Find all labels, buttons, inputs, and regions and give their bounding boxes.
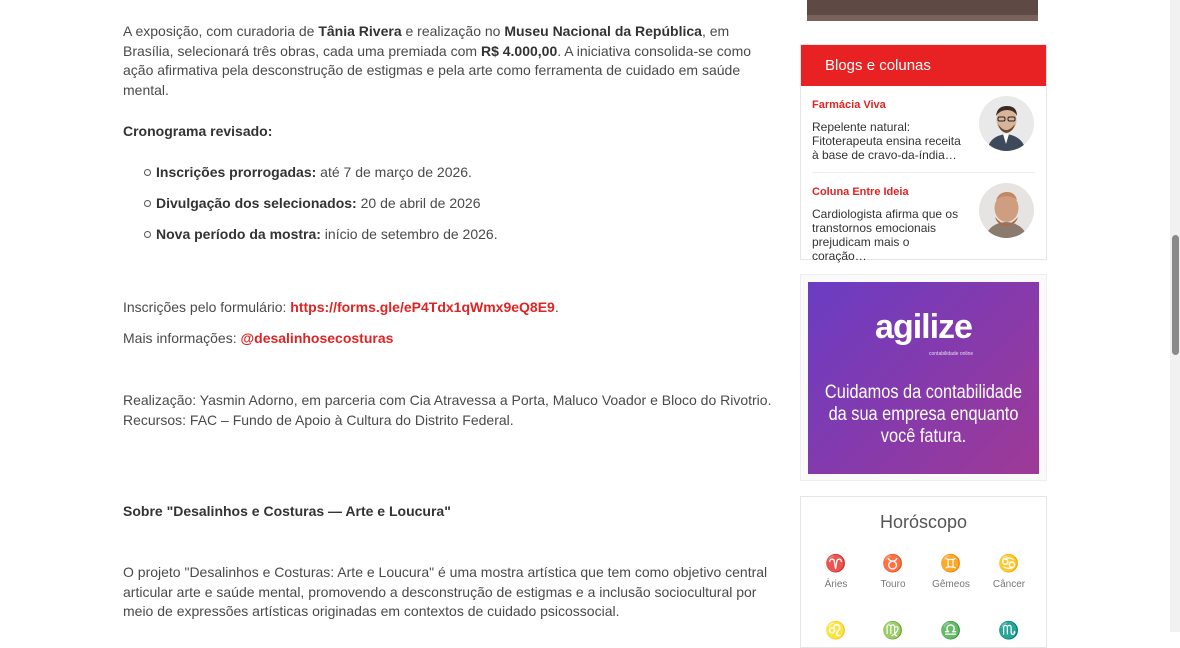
sign-label: Câncer	[992, 579, 1026, 590]
top-ad-banner[interactable]	[807, 0, 1038, 21]
agilize-logo: agilize	[875, 308, 972, 346]
sign-touro[interactable]	[869, 555, 917, 590]
sign-aries[interactable]	[812, 555, 860, 590]
avatar[interactable]	[979, 183, 1034, 238]
leo-icon[interactable]: ♌	[825, 621, 847, 640]
blogs-widget	[800, 44, 1047, 263]
list-item-value: 20 de abril de 2026	[356, 195, 481, 211]
sign-label: Touro	[880, 579, 906, 590]
list-item	[156, 163, 756, 194]
agilize-ad-banner[interactable]	[808, 282, 1039, 474]
horoscope-title: Horóscopo	[879, 512, 968, 532]
agilize-logo-subtitle: contabilidade online	[929, 351, 974, 357]
blog-category[interactable]: Farmácia Viva	[812, 99, 886, 111]
blogs-heading: Blogs e colunas	[801, 45, 1046, 86]
libra-icon[interactable]: ♎	[940, 621, 962, 640]
sobre-paragraph: O projeto "Desalinhos e Costuras: Arte e Loucura" é uma mostra artística que tem como objetivo central articular arte e saúde mental, promovendo a desconstrução de estigmas e a inclusão sociocultural por meio de expressões artísticas originadas em contextos de cuidado psicossocial.	[123, 564, 768, 619]
taurus-icon: ♉	[882, 554, 904, 573]
inscricoes-paragraph	[123, 298, 559, 318]
sign-label: Áries	[824, 579, 848, 590]
intro-text: A exposição, com curadoria de	[123, 23, 319, 39]
mais-info-text: Mais informações:	[123, 330, 241, 346]
ad-text: Cuidamos da contabilidade da sua empresa enquanto você fatura.	[824, 382, 1023, 447]
intro-text: e realização no	[401, 23, 505, 39]
intro-text: , em Brasília, selecionará três obras, cada uma premiada com	[123, 23, 730, 59]
intro-text: . A iniciativa consolida-se como ação afirmativa pela desconstrução de estigmas e pela arte como ferramenta de cuidado em saúde mental.	[123, 42, 752, 98]
mais-info-paragraph	[123, 329, 393, 349]
inscricoes-text: Inscrições pelo formulário:	[123, 299, 291, 315]
list-item-label: Nova período da mostra:	[156, 226, 321, 242]
scorpio-icon[interactable]: ♏	[998, 621, 1020, 640]
list-item-value: início de setembro de 2026.	[320, 226, 498, 242]
virgo-icon[interactable]: ♍	[882, 621, 904, 640]
cronograma-heading: Cronograma revisado:	[123, 123, 273, 139]
credits-paragraph	[123, 391, 783, 430]
horoscope-widget	[800, 496, 1047, 648]
blog-item[interactable]	[812, 186, 1034, 263]
list-item	[156, 194, 756, 225]
list-item-label: Divulgação dos selecionados:	[156, 195, 357, 211]
museum-name: Museu Nacional da República	[504, 23, 702, 39]
scrollbar-thumb[interactable]	[1172, 235, 1179, 355]
list-item-value: até 7 de março de 2026.	[316, 164, 472, 180]
recursos-text: Recursos: FAC – Fundo de Apoio à Cultura do Distrito Federal.	[123, 411, 514, 428]
avatar[interactable]	[979, 96, 1034, 151]
list-item	[156, 225, 756, 256]
ad-container	[800, 274, 1047, 481]
list-item-label: Inscrições prorrogadas:	[156, 164, 317, 180]
curator-name: Tânia Rivera	[318, 23, 402, 39]
prize-amount: R$ 4.000,00	[480, 42, 558, 59]
aries-icon: ♈	[825, 554, 847, 573]
blog-category[interactable]: Coluna Entre Ideia	[812, 186, 909, 198]
form-link[interactable]: https://forms.gle/eP4Tdx1qWmx9eQ8E9	[290, 299, 555, 315]
sign-label: Gêmeos	[932, 579, 970, 590]
scrollbar[interactable]	[1170, 0, 1180, 632]
cancer-icon: ♋	[998, 554, 1020, 573]
inscricoes-end: .	[554, 299, 559, 315]
sign-cancer[interactable]	[985, 555, 1033, 590]
gemini-icon: ♊	[940, 554, 962, 573]
divider	[812, 172, 1035, 173]
blog-item[interactable]	[812, 99, 1034, 162]
instagram-link[interactable]: @desalinhosecosturas	[240, 330, 394, 346]
blog-title[interactable]: Cardiologista afirma que os transtornos emocionais prejudicam mais o coração…	[812, 207, 959, 263]
blog-title[interactable]: Repelente natural: Fitoterapeuta ensina receita à base de cravo-da-índia…	[812, 120, 961, 162]
sobre-heading: Sobre "Desalinhos e Costuras — Arte e Loucura"	[123, 503, 451, 519]
cronograma-list	[123, 163, 756, 256]
realizacao-text: Realização: Yasmin Adorno, em parceria com Cia Atravessa a Porta, Maluco Voador e Bloco do Rivotrio.	[123, 392, 772, 408]
intro-paragraph	[123, 22, 783, 100]
sign-gemeos[interactable]	[927, 555, 975, 590]
